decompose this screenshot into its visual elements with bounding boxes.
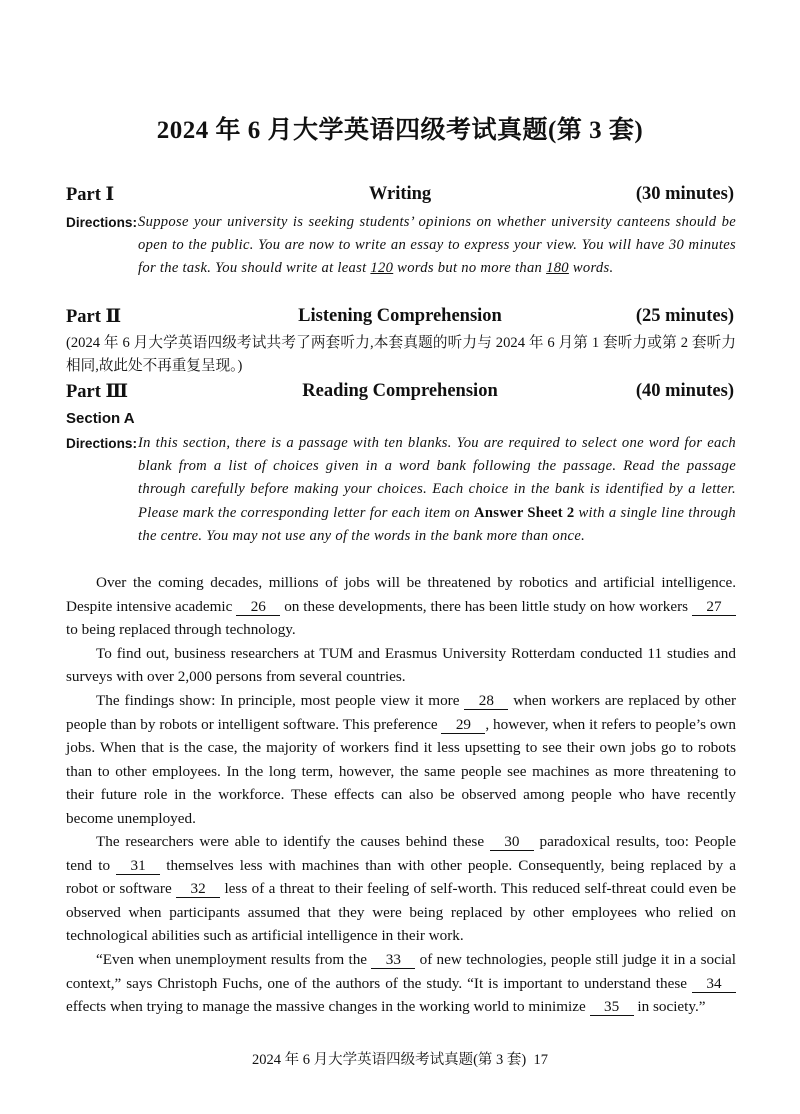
writing-text-1: Suppose your university is seeking students’ opinions on whether university canteens should be open to the public. You are now to write an essay to express your view. You will have 30 minutes for the task. You should write at least xyxy=(138,214,736,277)
part-3-name: Reading Comprehension xyxy=(302,381,498,401)
part-2-name: Listening Comprehension xyxy=(298,306,502,326)
page-footer xyxy=(0,1048,800,1069)
directions-label: Directions: xyxy=(66,436,138,451)
part-2-time: (25 minutes) xyxy=(635,306,734,326)
blank-33: 33 xyxy=(371,952,415,969)
writing-directions xyxy=(66,211,736,281)
text: to being replaced through technology. xyxy=(66,621,296,638)
text: Over the coming decades, millions of jobs will be threatened by robotics and artificial intelligence. Despite intensive academic xyxy=(66,574,736,615)
part-3-header xyxy=(66,381,734,407)
text: of new technologies, people still judge it in a social context,” says Christoph Fuchs, one of the authors of the study. “It is important to understand these xyxy=(66,951,736,992)
blank-28: 28 xyxy=(464,693,508,710)
footer-title: 2024 年 6 月大学英语四级考试真题(第 3 套) xyxy=(251,1052,527,1068)
paragraph-3 xyxy=(66,689,736,830)
blank-32: 32 xyxy=(176,881,220,898)
text: when workers are replaced by other people than by robots or intelligent software. This preference xyxy=(66,692,736,733)
reading-directions xyxy=(66,432,736,548)
text: paradoxical results, too: People tend to xyxy=(66,833,736,874)
part-3-label: Part Ⅲ xyxy=(66,382,129,402)
paragraph-2: To find out, business researchers at TUM and Erasmus University Rotterdam conducted 11 studies and surveys with over 2,000 persons from several countries. xyxy=(66,644,736,686)
text: on these developments, there has been little study on how workers xyxy=(280,597,692,615)
blank-35: 35 xyxy=(590,999,634,1016)
min-words: 120 xyxy=(370,260,394,277)
text: effects when trying to manage the massive changes in the working world to minimize xyxy=(66,998,590,1016)
part-1-header xyxy=(66,184,734,210)
part-1-label: Part Ⅰ xyxy=(66,185,115,205)
blank-27: 27 xyxy=(692,599,736,616)
text: themselves less with machines than with other people. Consequently, being replaced by a robot or software xyxy=(66,856,736,898)
writing-text-3: words. xyxy=(568,260,614,277)
directions-label: Directions: xyxy=(66,215,138,230)
part-2-label: Part Ⅱ xyxy=(66,307,122,327)
section-a-heading: Section A xyxy=(66,410,135,427)
page-number: 17 xyxy=(533,1052,549,1068)
part-1-name: Writing xyxy=(368,184,432,204)
page-title: 2024 年 6 月大学英语四级考试真题(第 3 套) xyxy=(156,117,644,144)
writing-text-2: words but no more than xyxy=(393,260,547,277)
text: “Even when unemployment results from the xyxy=(96,951,372,969)
max-words: 180 xyxy=(546,260,569,277)
answer-sheet-ref: Answer Sheet 2 xyxy=(473,504,575,521)
part-3-time: (40 minutes) xyxy=(635,381,734,401)
reading-passage xyxy=(66,571,736,1019)
part-2-header xyxy=(66,306,734,332)
listening-note: (2024 年 6 月大学英语四级考试共考了两套听力,本套真题的听力与 2024 年 6 月第 1 套听力或第 2 套听力相同,故此处不再重复呈现。) xyxy=(66,335,736,374)
blank-29: 29 xyxy=(441,717,485,734)
blank-30: 30 xyxy=(490,834,534,851)
text: , however, when it refers to people’s own jobs. When that is the case, the majority of workers find it less upsetting to see their own jobs go to robots than to other employees. In the long term, however, the same people see machines as more threatening to their future role in the workforce. These effects can also be observed among people who have recently become unemployed. xyxy=(66,715,736,827)
reading-dir-text-2: with a single line through the centre. You may not use any of the words in the bank more than once. xyxy=(138,504,737,544)
text: less of a threat to their feeling of self-worth. This reduced self-threat could even be observed when participants assumed that they were being replaced by other employees who relied on technological abilities such as artificial intelligence in their work. xyxy=(66,880,737,945)
reading-dir-text-1: In this section, there is a passage with ten blanks. You are required to select one word for each blank from a list of choices given in a word bank following the passage. Read the passage through carefully before making your choices. Each choice in the bank is identified by a letter. Please mark the corresponding letter for each item on xyxy=(138,435,736,521)
blank-26: 26 xyxy=(236,599,280,616)
part-1-time: (30 minutes) xyxy=(635,184,734,204)
text: in society.” xyxy=(633,998,706,1016)
paragraph-1 xyxy=(66,571,736,642)
blank-31: 31 xyxy=(116,858,160,875)
blank-34: 34 xyxy=(692,976,736,993)
paragraph-4 xyxy=(66,830,736,948)
text: The researchers were able to identify the causes behind these xyxy=(96,833,490,851)
paragraph-5 xyxy=(66,948,736,1019)
text: The findings show: In principle, most people view it more xyxy=(96,692,465,710)
